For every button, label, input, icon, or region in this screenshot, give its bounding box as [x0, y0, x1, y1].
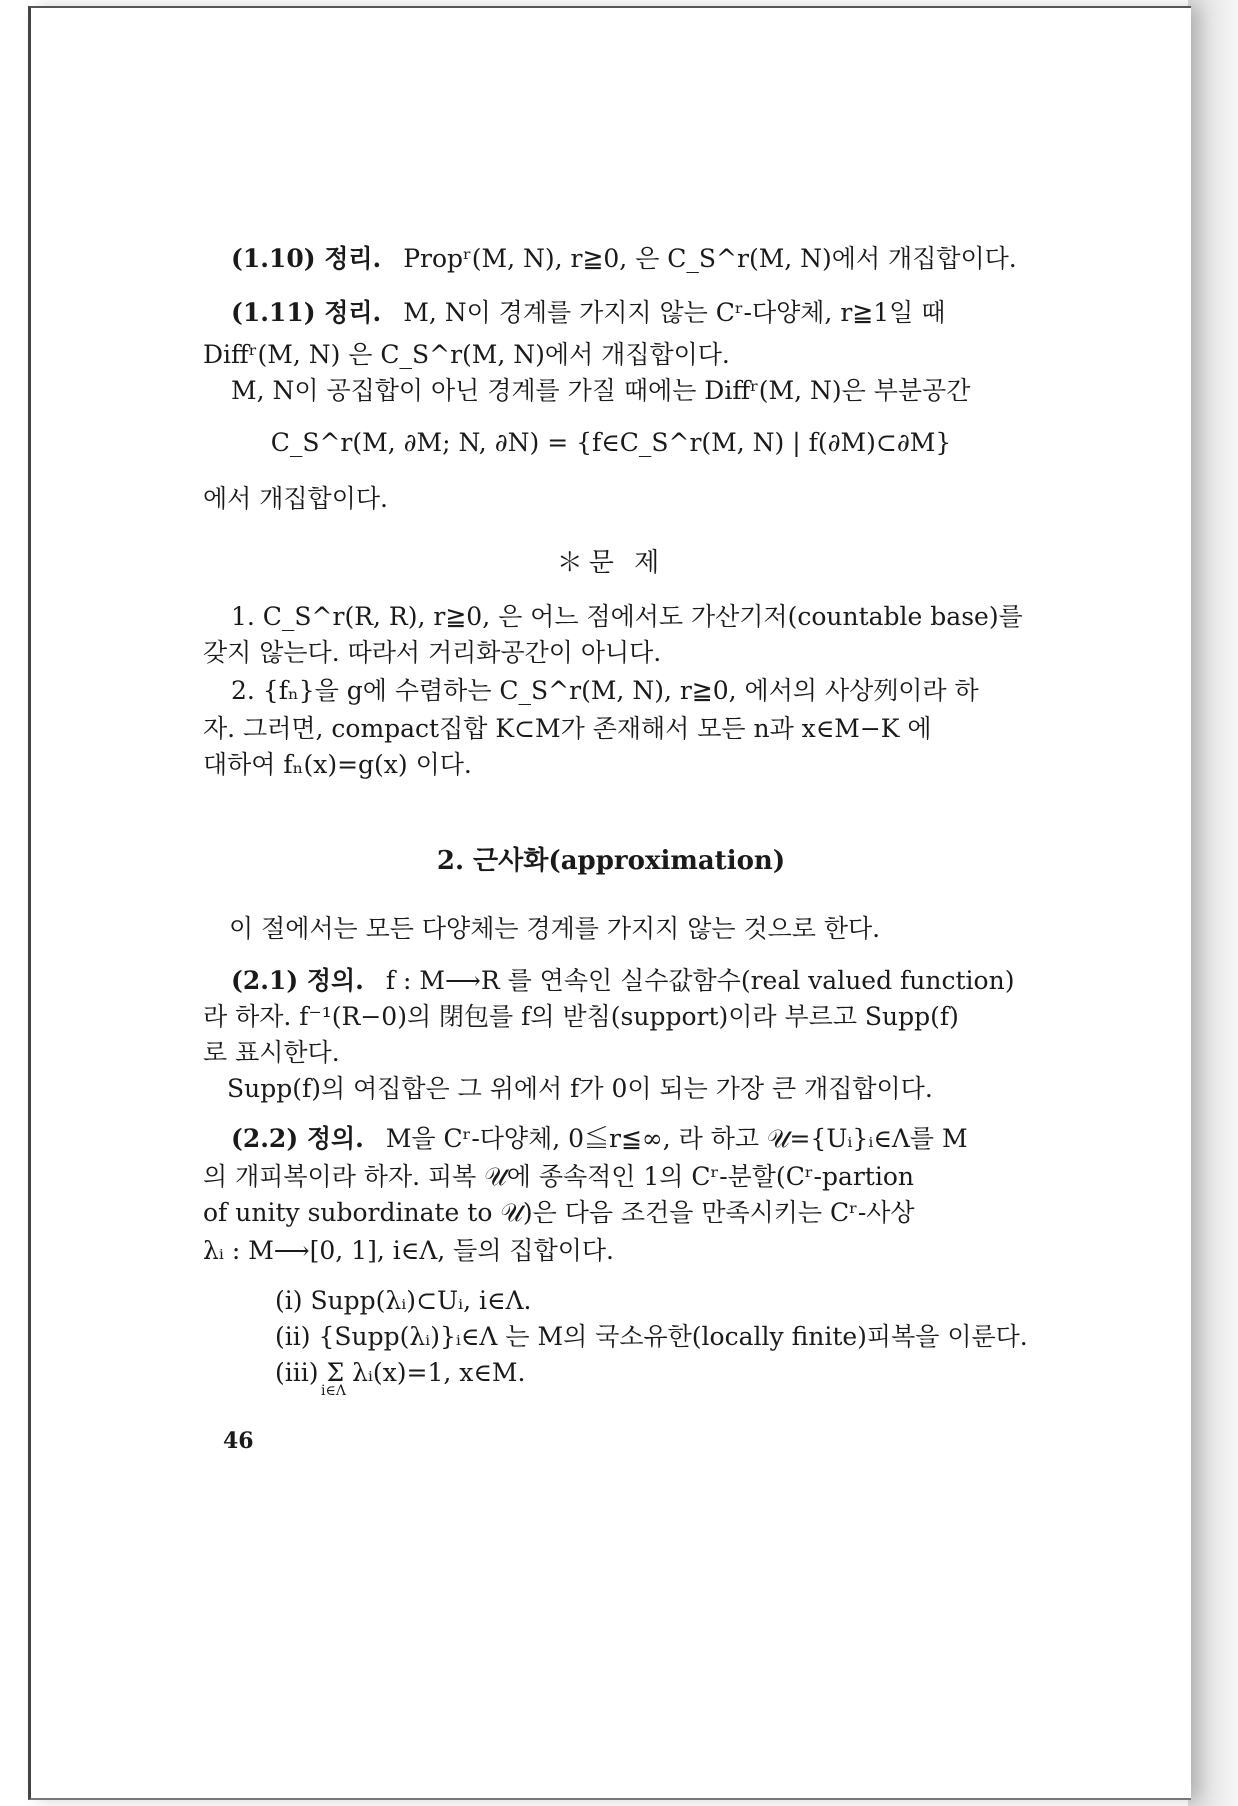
theorem-1-11-label: (1.11) 정리. — [231, 298, 382, 327]
definition-2-2-line4: λᵢ : M⟶[0, 1], i∈Λ, 들의 집합이다. — [203, 1236, 614, 1265]
definition-2-1-line2: 라 하자. f⁻¹(R−0)의 閉包를 f의 받침(support)이라 부르고 Supp(f) — [203, 1002, 959, 1031]
theorem-1-10 — [231, 242, 1017, 276]
definition-2-2-line3: of unity subordinate to 𝒰)은 다음 조건을 만족시키는 Cʳ-사상 — [203, 1198, 915, 1227]
definition-2-1-label: (2.1) 정의. — [231, 966, 364, 995]
theorem-1-11-formula: C_S^r(M, ∂M; N, ∂N) = {f∈C_S^r(M, N) | f(∂M)⊂∂M} — [270, 428, 952, 457]
definition-2-2-line1 — [231, 1122, 968, 1156]
condition-ii: (ii) {Supp(λᵢ)}ᵢ∈Λ 는 M의 국소유한(locally finite)피복을 이룬다. — [275, 1322, 1028, 1351]
page-number: 46 — [223, 1428, 254, 1454]
condition-iii: (iii) Σ λᵢ(x)=1, x∈M. — [275, 1358, 526, 1387]
definition-2-2-label: (2.2) 정의. — [231, 1124, 364, 1153]
section-2-title: 2. 근사화(approximation) — [436, 846, 786, 876]
definition-2-1-line4: Supp(f)의 여집합은 그 위에서 f가 0이 되는 가장 큰 개집합이다. — [227, 1074, 933, 1103]
definition-2-1-text: f : M⟶R 를 연속인 실수값함수(real valued function) — [385, 966, 1015, 995]
theorem-1-10-text: Propʳ(M, N), r≧0, 은 C_S^r(M, N)에서 개집합이다. — [403, 244, 1017, 273]
problem-1-line2: 갖지 않는다. 따라서 거리화공간이 아니다. — [203, 638, 662, 667]
book-page — [28, 6, 1191, 1800]
theorem-1-11-line4: 에서 개집합이다. — [203, 484, 388, 513]
page-edge-shadow — [1188, 0, 1238, 1806]
theorem-1-11-text: M, N이 경계를 가지지 않는 Cʳ-다양체, r≧1일 때 — [403, 298, 946, 327]
problem-2-line2: 자. 그러면, compact집합 K⊂M가 존재해서 모든 n과 x∈M−K 에 — [203, 714, 932, 743]
theorem-1-11-line2: Diffʳ(M, N) 은 C_S^r(M, N)에서 개집합이다. — [203, 340, 730, 369]
definition-2-1-line1 — [231, 964, 1014, 998]
definition-2-2-line2: 의 개피복이라 하자. 피복 𝒰에 종속적인 1의 Cʳ-분할(Cʳ-partion — [203, 1162, 914, 1191]
condition-i: (i) Supp(λᵢ)⊂Uᵢ, i∈Λ. — [275, 1286, 532, 1315]
section-2-intro: 이 절에서는 모든 다양체는 경계를 가지지 않는 것으로 한다. — [229, 914, 881, 943]
theorem-1-11-line3: M, N이 공집합이 아닌 경계를 가질 때에는 Diffʳ(M, N)은 부분공간 — [231, 376, 971, 405]
condition-iii-subscript: i∈Λ — [321, 1383, 346, 1399]
theorem-1-10-label: (1.10) 정리. — [231, 244, 382, 273]
problems-heading: ＊문 제 — [556, 548, 666, 578]
problem-1-line1: 1. C_S^r(R, R), r≧0, 은 어느 점에서도 가산기저(countable base)를 — [231, 602, 1023, 631]
definition-2-2-text: M을 Cʳ-다양체, 0≦r≦∞, 라 하고 𝒰={Uᵢ}ᵢ∈Λ를 M — [385, 1124, 968, 1153]
problem-2-line3: 대하여 fₙ(x)=g(x) 이다. — [203, 750, 472, 779]
theorem-1-11-line1 — [231, 296, 945, 330]
definition-2-1-line3: 로 표시한다. — [203, 1038, 340, 1067]
problem-2-line1: 2. {fₙ}을 g에 수렴하는 C_S^r(M, N), r≧0, 에서의 사상列이라 하 — [231, 676, 979, 705]
